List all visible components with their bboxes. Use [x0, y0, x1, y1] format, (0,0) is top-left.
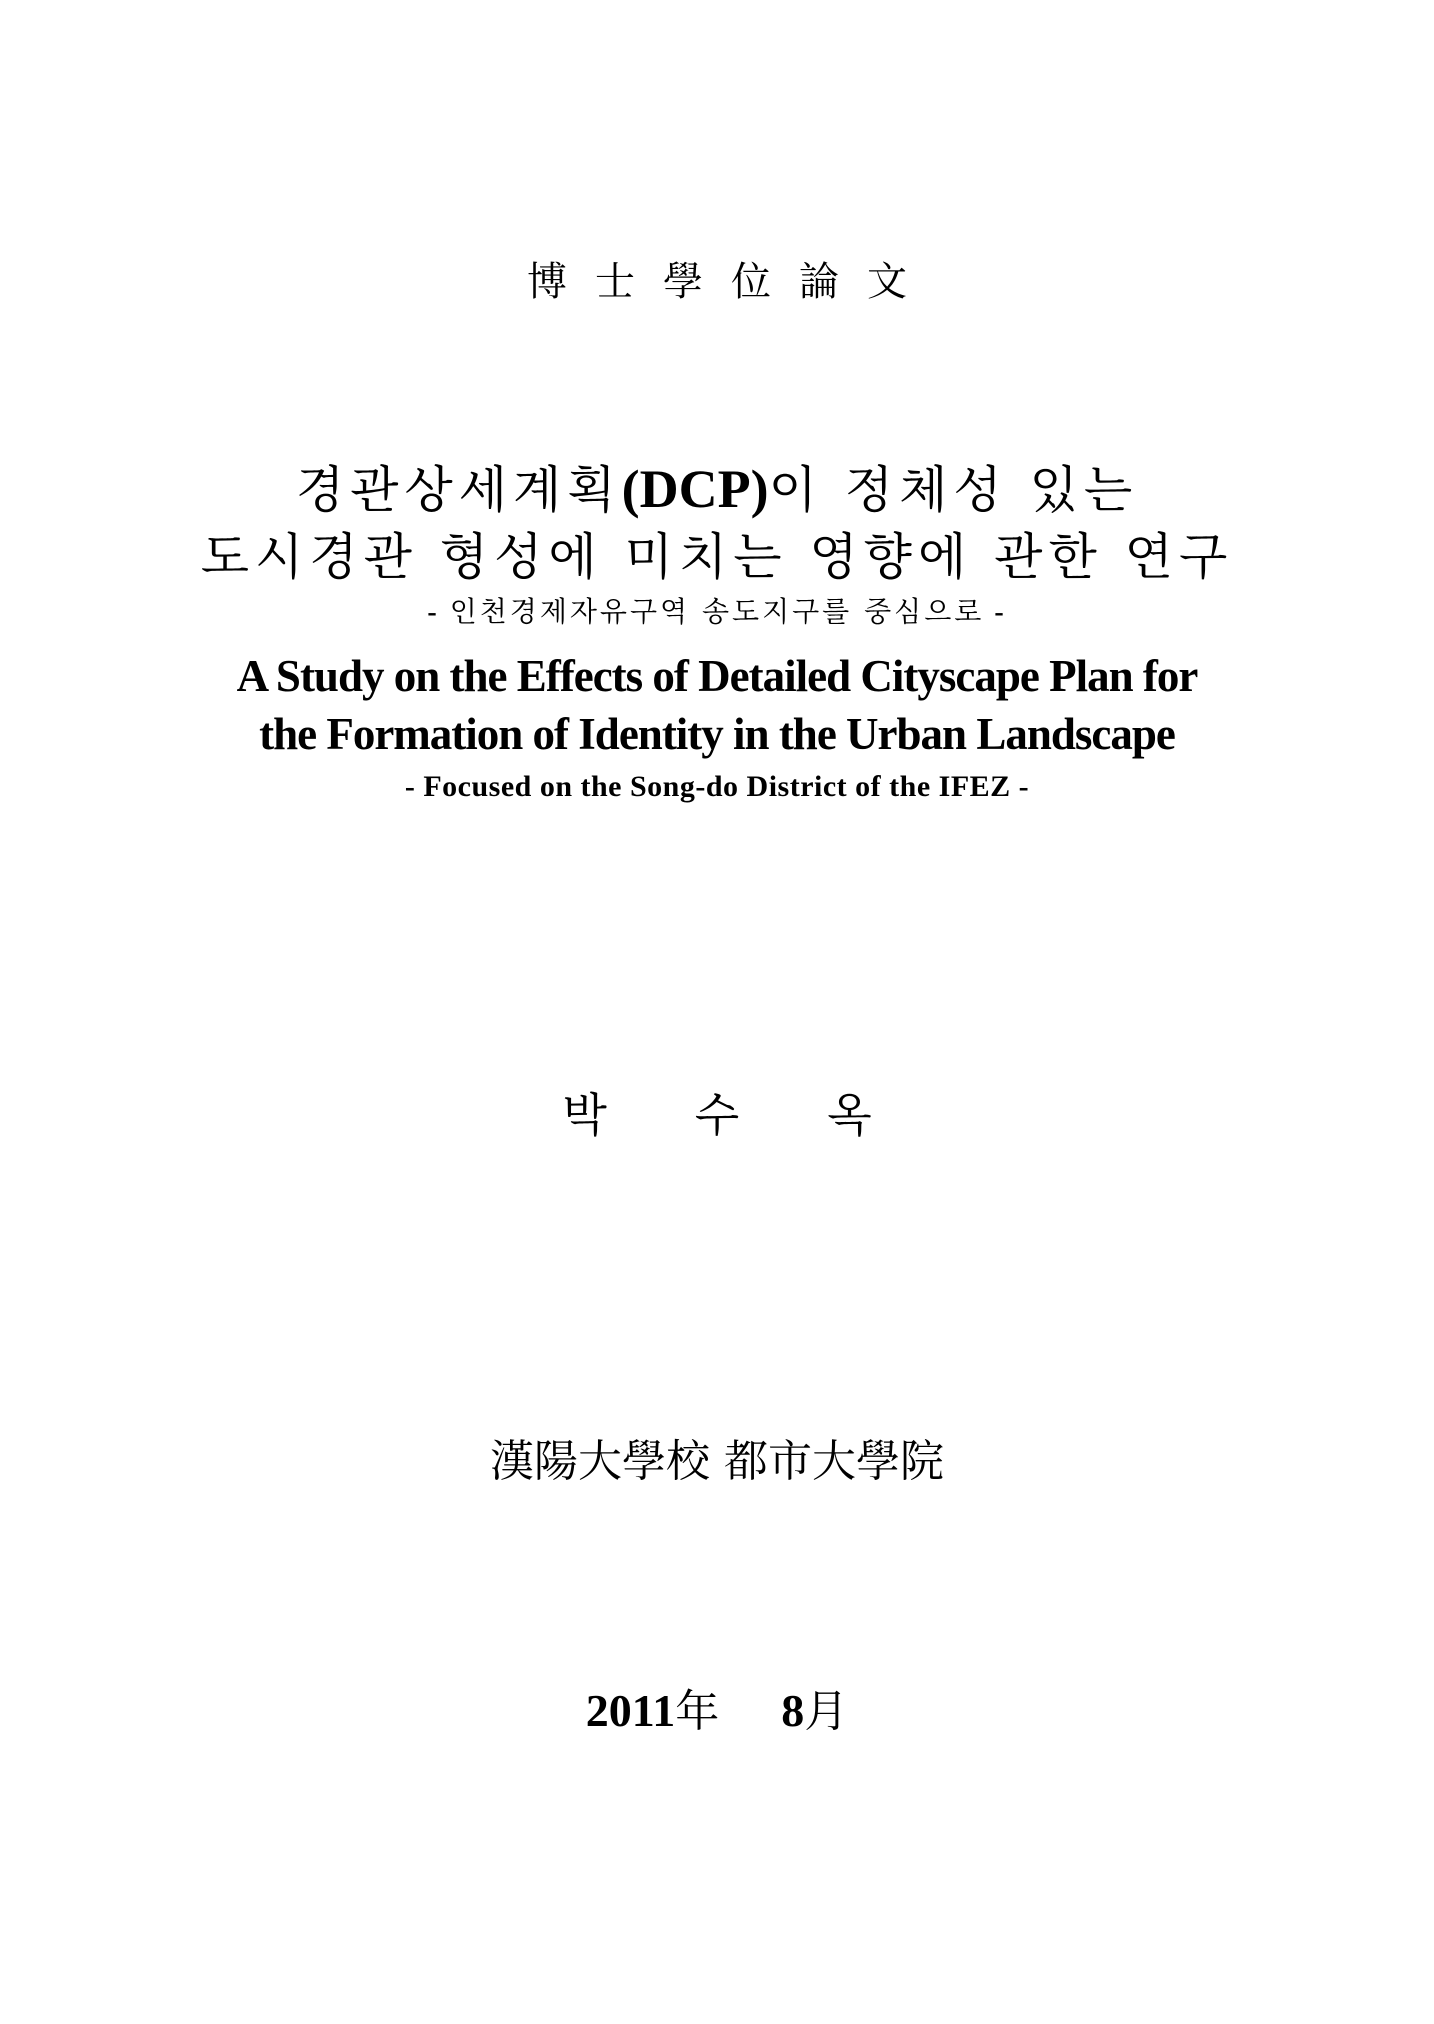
korean-subtitle-dash-left: -	[427, 597, 450, 628]
degree-char: 文	[867, 259, 935, 305]
degree-char: 位	[731, 259, 799, 305]
date-month-unit: 月	[804, 1686, 849, 1737]
korean-title-line-1	[0, 459, 1434, 519]
korean-subtitle-text: 인천경제자유구역 송도지구를 중심으로	[449, 595, 985, 628]
english-title-line-2: the Formation of Identity in the Urban Landscape	[259, 709, 1175, 759]
submission-date	[0, 1685, 1434, 1737]
degree-char: 士	[595, 259, 663, 305]
korean-title-line-2: 도시경관 형성에 미치는 영향에 관한 연구	[200, 528, 1234, 586]
author-char: 박	[562, 1088, 607, 1142]
korean-title-prefix: 경관상세계획	[295, 461, 622, 519]
institution-name: 漢陽大學校 都市大學院	[490, 1436, 944, 1487]
date-month: 8	[781, 1685, 805, 1736]
korean-subtitle	[0, 595, 1434, 628]
author-char: 수	[694, 1088, 740, 1142]
date-year: 2011	[585, 1685, 676, 1736]
english-subtitle: - Focused on the Song-do District of the IFEZ -	[404, 770, 1030, 803]
english-title-line-1: A Study on the Effects of Detailed Cityscape Plan for	[236, 651, 1198, 701]
degree-char: 學	[663, 259, 731, 305]
date-year-unit: 年	[675, 1686, 720, 1737]
author-name	[0, 1088, 1434, 1142]
author-char: 옥	[827, 1088, 872, 1142]
degree-label	[0, 259, 1434, 305]
degree-char: 博	[527, 259, 595, 305]
degree-char: 論	[799, 259, 867, 305]
korean-title-acronym: (DCP)	[621, 459, 769, 519]
korean-subtitle-dash-right: -	[984, 597, 1007, 628]
korean-title-suffix: 이 정체성 있는	[768, 461, 1139, 519]
